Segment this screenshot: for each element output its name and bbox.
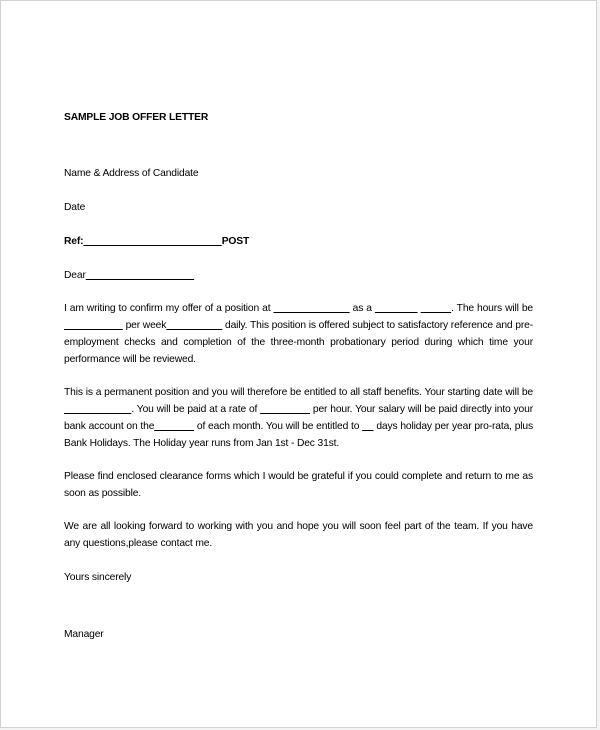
ref-line [64, 233, 533, 250]
holiday-days-blank [362, 421, 373, 432]
salutation-line [64, 267, 533, 284]
paragraph-welcome: We are all looking forward to working with you and hope you will soon feel part of the team. If you have any questions,please contact me. [64, 521, 533, 549]
p2-text-c: per hour. Your salary will be paid directly into your bank account on the [64, 404, 533, 432]
position-blank [375, 303, 418, 314]
ref-label: Ref: [64, 236, 84, 247]
letter-body [64, 109, 533, 643]
closing-line: Yours sincerely [64, 572, 132, 583]
signature-line: Manager [64, 629, 104, 640]
ref-blank [83, 236, 221, 247]
p1-text-e: daily. This position is offered subject to satisfactory reference and pre-employment checks and completion of the three-month probationary period during which time your performance will be reviewed. [64, 320, 533, 365]
p2-text-e: days holiday per year pro-rata, plus Bank Holidays. The Holiday year runs from Jan 1st - Dec 31st. [64, 421, 534, 449]
p2-text-b: . You will be paid at a rate of [131, 404, 258, 415]
p2-text-d: of each month. You will be entitled to [194, 421, 363, 432]
p1-text-c: . The hours will be [451, 303, 533, 314]
hours-daily-blank [166, 320, 222, 331]
p1-text-d: per week [122, 320, 167, 331]
hours-week-blank [64, 320, 123, 331]
letter-title: SAMPLE JOB OFFER LETTER [64, 112, 209, 123]
paragraph-benefits [64, 384, 533, 452]
dear-label: Dear [64, 270, 86, 281]
dear-blank [86, 270, 194, 281]
pay-day-blank [154, 421, 194, 432]
paragraph-position [64, 300, 533, 368]
employer-blank [273, 303, 349, 314]
p1-text-b: as a [349, 303, 375, 314]
candidate-address-line: Name & Address of Candidate [64, 168, 199, 179]
position-blank-2 [421, 303, 451, 314]
start-date-blank [64, 404, 131, 415]
post-label: POST [221, 236, 250, 247]
paragraph-clearance: Please find enclosed clearance forms which I would be grateful if you could complete and return to me as soon as possible. [64, 471, 533, 499]
date-line: Date [64, 202, 86, 213]
p1-text-a: I am writing to confirm my offer of a position at [64, 303, 271, 314]
rate-blank [260, 404, 310, 415]
p2-text-a: This is a permanent position and you will therefore be entitled to all staff benefits. Your starting date will be [64, 387, 533, 398]
